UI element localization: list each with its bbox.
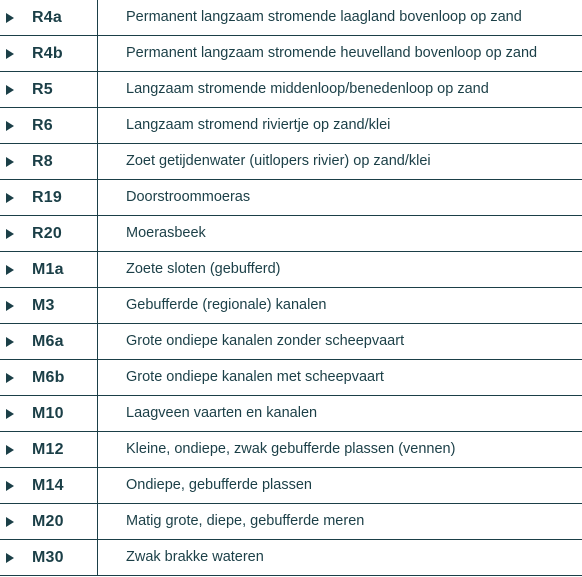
column-divider [97, 72, 98, 107]
column-divider [97, 504, 98, 539]
type-description: Permanent langzaam stromende heuvelland bovenloop op zand [126, 45, 538, 61]
triangle-right-icon [6, 553, 14, 563]
triangle-right-icon [6, 229, 14, 239]
type-code: R4a [32, 9, 62, 26]
table-row [0, 504, 582, 540]
table-row [0, 360, 582, 396]
triangle-right-icon [6, 85, 14, 95]
triangle-right-icon [6, 481, 14, 491]
triangle-right-icon [6, 121, 14, 131]
type-description: Permanent langzaam stromende laagland bovenloop op zand [126, 9, 522, 25]
column-divider [97, 468, 98, 503]
type-code: R5 [32, 81, 53, 98]
triangle-right-icon [6, 265, 14, 275]
table-row [0, 108, 582, 144]
column-divider [97, 360, 98, 395]
type-description: Doorstroommoeras [126, 189, 251, 205]
triangle-right-icon [6, 193, 14, 203]
type-description: Gebufferde (regionale) kanalen [126, 297, 327, 313]
column-divider [97, 252, 98, 287]
type-description: Zwak brakke wateren [126, 549, 264, 565]
triangle-right-icon [6, 49, 14, 59]
column-divider [97, 180, 98, 215]
table-row [0, 216, 582, 252]
table-row [0, 180, 582, 216]
column-divider [97, 396, 98, 431]
table-row [0, 540, 582, 576]
table-row [0, 324, 582, 360]
type-description: Langzaam stromende middenloop/benedenloop op zand [126, 81, 489, 97]
table-row [0, 252, 582, 288]
type-code: M30 [32, 549, 64, 566]
type-description: Zoet getijdenwater (uitlopers rivier) op zand/klei [126, 153, 431, 169]
column-divider [97, 216, 98, 251]
table-row [0, 0, 582, 36]
column-divider [97, 288, 98, 323]
triangle-right-icon [6, 409, 14, 419]
type-description: Grote ondiepe kanalen met scheepvaart [126, 369, 384, 385]
type-description: Kleine, ondiepe, zwak gebufferde plassen (vennen) [126, 441, 456, 457]
type-description: Ondiepe, gebufferde plassen [126, 477, 312, 493]
type-code: R19 [32, 189, 62, 206]
column-divider [97, 0, 98, 35]
triangle-right-icon [6, 373, 14, 383]
triangle-right-icon [6, 445, 14, 455]
type-code: M14 [32, 477, 64, 494]
type-code: M6a [32, 333, 64, 350]
table-row [0, 468, 582, 504]
type-description: Zoete sloten (gebufferd) [126, 261, 281, 277]
type-code: M3 [32, 297, 55, 314]
table-row [0, 36, 582, 72]
type-code: R8 [32, 153, 53, 170]
column-divider [97, 324, 98, 359]
table-row [0, 72, 582, 108]
column-divider [97, 144, 98, 179]
type-code: M6b [32, 369, 65, 386]
type-code: R20 [32, 225, 62, 242]
type-description: Langzaam stromend riviertje op zand/klei [126, 117, 391, 133]
type-description: Matig grote, diepe, gebufferde meren [126, 513, 365, 529]
column-divider [97, 540, 98, 575]
type-description: Grote ondiepe kanalen zonder scheepvaart [126, 333, 405, 349]
triangle-right-icon [6, 301, 14, 311]
type-code: R4b [32, 45, 63, 62]
triangle-right-icon [6, 13, 14, 23]
type-code: M12 [32, 441, 64, 458]
table-row [0, 432, 582, 468]
column-divider [97, 36, 98, 71]
type-description: Moerasbeek [126, 225, 206, 241]
table-row [0, 396, 582, 432]
type-code: M20 [32, 513, 64, 530]
type-description: Laagveen vaarten en kanalen [126, 405, 318, 421]
column-divider [97, 432, 98, 467]
type-code: M10 [32, 405, 64, 422]
type-code: R6 [32, 117, 53, 134]
type-code: M1a [32, 261, 64, 278]
column-divider [97, 108, 98, 143]
table-row [0, 144, 582, 180]
triangle-right-icon [6, 337, 14, 347]
triangle-right-icon [6, 517, 14, 527]
triangle-right-icon [6, 157, 14, 167]
table-row [0, 288, 582, 324]
